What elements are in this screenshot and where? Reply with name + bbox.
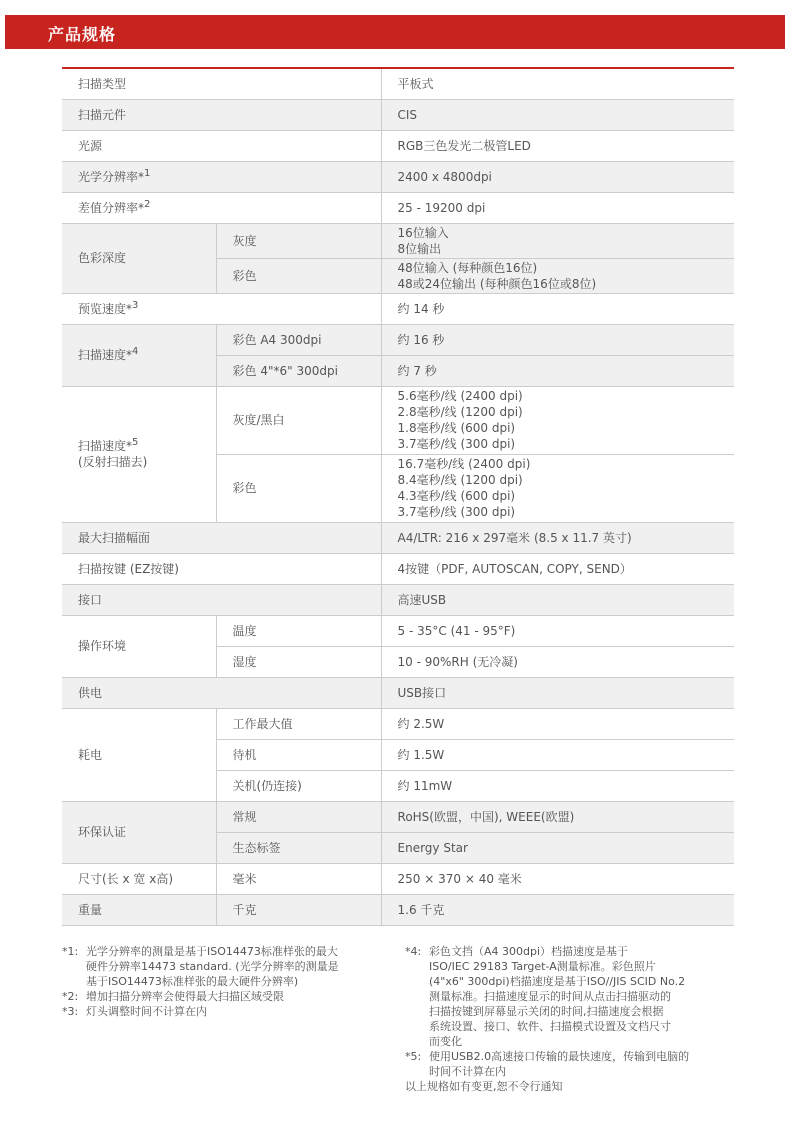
label-text: 光学分辨率* — [78, 169, 145, 184]
value-line: 1.8毫秒/线 (600 dpi) — [397, 421, 516, 435]
footnote-key: *4: — [405, 945, 422, 958]
disclaimer: 以上规格如有变更,恕不令行通知 — [405, 1080, 563, 1093]
footnote-line: 彩色文挡（A4 300dpi）档描速度是基于 — [429, 945, 629, 958]
spec-sublabel: 彩色 4"*6" 300dpi — [216, 355, 381, 386]
footnotes-left — [62, 944, 382, 1019]
value-line: 8.4毫秒/线 (1200 dpi) — [397, 473, 523, 487]
spec-value — [381, 223, 734, 258]
footnote-key: *5: — [405, 1050, 422, 1063]
table-row — [62, 553, 734, 584]
label-text: 差值分辨率* — [78, 200, 145, 215]
table-row — [62, 161, 734, 192]
spec-sublabel: 湿度 — [216, 646, 381, 677]
spec-label: 接口 — [62, 584, 381, 615]
footnote-line: 基于ISO14473标准样张的最大硬件分辨率) — [86, 975, 299, 988]
spec-value: 约 11mW — [381, 770, 734, 801]
footnote-line: 使用USB2.0高速接口传输的最快速度，传输到电脑的 — [429, 1050, 690, 1063]
spec-sublabel: 千克 — [216, 894, 381, 925]
section-title: 产品规格 — [48, 25, 117, 44]
value-line: 16位输入 — [397, 225, 449, 240]
value-line: 5.6毫秒/线 (2400 dpi) — [397, 389, 523, 403]
spec-value: RGB三色发光二极管LED — [381, 130, 734, 161]
footnote — [62, 1004, 382, 1019]
footnote-line: 光学分辨率的测量是基于ISO14473标准样张的最大 — [86, 945, 338, 958]
spec-label: 环保认证 — [62, 801, 216, 863]
spec-value: 25 - 19200 dpi — [381, 192, 734, 223]
spec-sublabel: 待机 — [216, 739, 381, 770]
spec-table-container — [62, 67, 734, 926]
footnote-line: 时间不计算在内 — [429, 1065, 506, 1078]
spec-sublabel: 关机(仍连接) — [216, 770, 381, 801]
spec-value: 约 7 秒 — [381, 355, 734, 386]
label-text: 预览速度* — [78, 301, 133, 316]
spec-table — [62, 69, 734, 926]
spec-sublabel: 灰度 — [216, 223, 381, 258]
table-row — [62, 324, 734, 355]
spec-value: 10 - 90%RH (无冷凝) — [381, 646, 734, 677]
spec-sublabel: 工作最大值 — [216, 708, 381, 739]
footnote — [62, 944, 382, 989]
table-row — [62, 69, 734, 99]
table-row — [62, 863, 734, 894]
spec-value: RoHS(欧盟，中国), WEEE(欧盟) — [381, 801, 734, 832]
spec-value: USB接口 — [381, 677, 734, 708]
spec-label: 操作环境 — [62, 615, 216, 677]
footnote-line: 硬件分辨率14473 standard. (光学分辨率的测量是 — [86, 960, 339, 973]
label-line: (反射扫描去) — [78, 455, 148, 469]
footnote-line: 扫描按键到屏幕显示关闭的时间,扫描速度会根据 — [429, 1005, 664, 1018]
value-line: 3.7毫秒/线 (300 dpi) — [397, 505, 516, 519]
spec-label — [62, 386, 216, 522]
spec-value: 高速USB — [381, 584, 734, 615]
table-row — [62, 708, 734, 739]
table-row — [62, 130, 734, 161]
table-row — [62, 677, 734, 708]
label-text: 扫描速度* — [78, 348, 133, 362]
value-line: 3.7毫秒/线 (300 dpi) — [397, 437, 516, 451]
footnote-line: 测量标准。扫描速度显示的时间从点击扫描驱动的 — [429, 990, 671, 1003]
spec-sublabel: 常规 — [216, 801, 381, 832]
footnote-line: ISO/IEC 29183 Target-A测量标准。彩色照片 — [429, 960, 656, 973]
spec-label: 扫描类型 — [62, 69, 381, 99]
footnote-marker: 1 — [144, 167, 151, 179]
spec-label: 色彩深度 — [62, 223, 216, 293]
spec-value — [381, 454, 734, 522]
table-row — [62, 615, 734, 646]
spec-value: 1.6 千克 — [381, 894, 734, 925]
spec-label — [62, 161, 381, 192]
footnote-marker: 5 — [132, 437, 139, 448]
spec-value: 4按键（PDF, AUTOSCAN, COPY, SEND） — [381, 553, 734, 584]
table-row — [62, 192, 734, 223]
spec-label: 扫描元件 — [62, 99, 381, 130]
footnote — [62, 989, 382, 1004]
value-line: 2.8毫秒/线 (1200 dpi) — [397, 405, 523, 419]
footnote-line: (4"x6" 300dpi)档描速度是基于ISO//JIS SCID No.2 — [429, 975, 686, 988]
spec-label: 最大扫描幅面 — [62, 522, 381, 553]
table-row — [62, 801, 734, 832]
value-line: 48或24位输出 (每种颜色16位或8位) — [397, 276, 597, 291]
label-line — [78, 438, 216, 454]
spec-label: 耗电 — [62, 708, 216, 801]
value-line: 16.7毫秒/线 (2400 dpi) — [397, 457, 531, 471]
footnote-marker: 4 — [132, 346, 139, 357]
section-header-bar — [5, 15, 785, 49]
spec-label — [62, 324, 216, 386]
spec-value: Energy Star — [381, 832, 734, 863]
footnote-marker: 3 — [132, 299, 139, 311]
spec-sublabel: 彩色 A4 300dpi — [216, 324, 381, 355]
spec-value: 250 × 370 × 40 毫米 — [381, 863, 734, 894]
spec-label — [62, 293, 381, 324]
table-row — [62, 293, 734, 324]
spec-value: 5 - 35°C (41 - 95°F) — [381, 615, 734, 646]
spec-label: 光源 — [62, 130, 381, 161]
spec-sublabel: 彩色 — [216, 454, 381, 522]
footnote-key: *1: — [62, 945, 79, 958]
spec-sublabel: 温度 — [216, 615, 381, 646]
footnote — [405, 944, 735, 1049]
spec-sublabel: 彩色 — [216, 258, 381, 293]
spec-value: CIS — [381, 99, 734, 130]
footnote — [405, 1049, 735, 1079]
spec-value: 2400 x 4800dpi — [381, 161, 734, 192]
value-line: 4.3毫秒/线 (600 dpi) — [397, 489, 516, 503]
spec-value: 平板式 — [381, 69, 734, 99]
footnote-line: 而变化 — [429, 1035, 462, 1048]
footnotes-right — [405, 944, 735, 1094]
value-line: 8位输出 — [397, 241, 442, 256]
table-row — [62, 223, 734, 258]
spec-sublabel: 毫米 — [216, 863, 381, 894]
footnote-marker: 2 — [144, 198, 151, 210]
spec-value: 约 14 秒 — [381, 293, 734, 324]
footnote-key: *3: — [62, 1005, 79, 1018]
footnote-key: *2: — [62, 990, 79, 1003]
spec-sublabel: 生态标签 — [216, 832, 381, 863]
spec-value: 约 1.5W — [381, 739, 734, 770]
spec-label: 尺寸(长 x 宽 x高) — [62, 863, 216, 894]
table-row — [62, 522, 734, 553]
label-text: 扫描速度* — [78, 439, 133, 453]
table-row — [62, 894, 734, 925]
spec-label: 供电 — [62, 677, 381, 708]
footnote-line: 增加扫描分辨率会使得最大扫描区域受限 — [86, 990, 284, 1003]
footnote-line: 系统设置、接口、软件、扫描模式设置及文档尺寸 — [429, 1020, 671, 1033]
spec-label: 重量 — [62, 894, 216, 925]
table-row — [62, 99, 734, 130]
spec-value: A4/LTR: 216 x 297毫米 (8.5 x 11.7 英寸) — [381, 522, 734, 553]
spec-label — [62, 192, 381, 223]
spec-value — [381, 386, 734, 454]
spec-value: 约 2.5W — [381, 708, 734, 739]
value-line: 48位输入 (每种颜色16位) — [397, 260, 538, 275]
table-row — [62, 584, 734, 615]
spec-sublabel: 灰度/黑白 — [216, 386, 381, 454]
table-row — [62, 386, 734, 454]
footnote-line: 灯头调整时间不计算在内 — [86, 1005, 207, 1018]
spec-value: 约 16 秒 — [381, 324, 734, 355]
spec-label: 扫描按键 (EZ按键) — [62, 553, 381, 584]
spec-value — [381, 258, 734, 293]
